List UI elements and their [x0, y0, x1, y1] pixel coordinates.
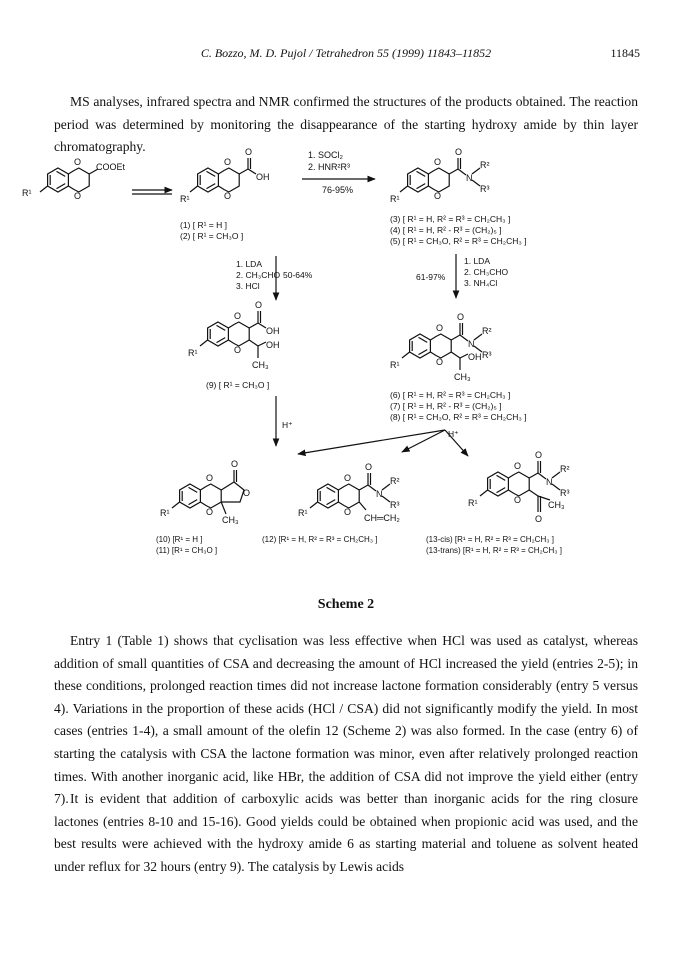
- r2-label: R²: [480, 160, 490, 170]
- acid-structure: [180, 147, 270, 204]
- compound-4: (4) [ R¹ = H, R² - R³ = (CH₂)₅ ]: [390, 225, 502, 235]
- right-yield: 61-97%: [416, 272, 446, 282]
- ring-oxygen-2: O: [234, 345, 242, 355]
- ring-oxygen-1: O: [206, 473, 214, 483]
- r2-label: R²: [390, 476, 400, 486]
- left-yield: 50-64%: [283, 270, 313, 280]
- compound-12: (12) [R¹ = H, R² = R³ = CH₂CH₃ ]: [262, 535, 378, 544]
- lactone-oxygen: O: [243, 488, 251, 498]
- vinyl-label: CH═CH₂: [364, 513, 400, 523]
- ring-oxygen-1: O: [74, 157, 82, 167]
- r1-label: R¹: [180, 194, 190, 204]
- ring-oxygen-2: O: [206, 507, 214, 517]
- ketone-o: O: [535, 514, 543, 524]
- compound-1: (1) [ R¹ = H ]: [180, 220, 227, 230]
- compound-11: (11) [R¹ = CH₃O ]: [156, 546, 218, 555]
- ring-oxygen-2: O: [436, 357, 444, 367]
- intro-paragraph: [54, 91, 638, 159]
- r1-label: R¹: [22, 188, 32, 198]
- compound-3: (3) [ R¹ = H, R² = R³ = CH₂CH₃ ]: [390, 214, 511, 224]
- compound-6: (6) [ R¹ = H, R² = R³ = CH₂CH₃ ]: [390, 390, 511, 400]
- intro-text: MS analyses, infrared spectra and NMR confirmed the structures of the products obtained. The reaction period was determined by monitoring the disappearance of the starting hydroxy amide by thin layer chromatography.: [54, 94, 638, 155]
- r3-label: R³: [482, 350, 492, 360]
- right-step-2: 2. CH₃CHO: [464, 267, 509, 277]
- ring-oxygen-2: O: [514, 495, 522, 505]
- reaction-arrow-6: [298, 430, 445, 454]
- ester-structure: [22, 157, 126, 201]
- amide-structure: [390, 147, 490, 204]
- methyl-label: CH₃: [548, 500, 565, 510]
- step1-reagent-2: 2. HNR²R³: [308, 162, 350, 172]
- r1-label: R¹: [298, 508, 308, 518]
- compound-5: (5) [ R¹ = CH₃O, R² = R³ = CH₂CH₃ ]: [390, 236, 527, 246]
- compound-7: (7) [ R¹ = H, R² - R³ = (CH₂)₅ ]: [390, 401, 502, 411]
- step1-reagent-1: 1. SOCl₂: [308, 150, 344, 160]
- body-paragraph-1: [54, 630, 638, 811]
- left-step-2: 2. CH₃CHO: [236, 270, 281, 280]
- amide-n: N: [376, 489, 383, 499]
- scheme-caption: Scheme 2: [317, 597, 375, 612]
- r2-label: R²: [560, 464, 570, 474]
- methyl-label: CH₃: [454, 372, 471, 382]
- carbonyl-o: O: [255, 300, 263, 310]
- carbonyl-o: O: [245, 147, 253, 157]
- alcohol-oh: OH: [468, 352, 482, 362]
- journal-citation: C. Bozzo, M. D. Pujol / Tetrahedron 55 (1999) 11843–11852: [200, 46, 492, 60]
- body-text-1: Entry 1 (Table 1) shows that cyclisation was less effective when HCl was used as catalyst, whereas addition of small quantities of CSA and decreasing the amount of HCl increased the yield (entries 2-5); in these conditions, prolonged reaction times did not increase lactone formation considerably (entry 5 versus 4). Variations in the proportion of these acids (HCl / CSA) did not significantly modify the yield. In most cases (entries 1-4), a small amount of the olefin 12 (Scheme 2) was also formed. In the case (entry 6) of starting the catalysis with CSA the lactone formation was minor, even after relatively prolonged reaction times. With another inorganic acid, like HBr, the addition of CSA did not improve the yield either (entry 7).: [54, 633, 638, 807]
- carbonyl-o: O: [535, 450, 543, 460]
- acid-oh: OH: [256, 172, 270, 182]
- page-number: 11845: [610, 46, 640, 60]
- carbonyl-o: O: [365, 462, 373, 472]
- body-paragraph-2: [54, 788, 638, 878]
- reaction-scheme: [22, 147, 652, 590]
- methyl-label: CH₃: [252, 360, 269, 370]
- left-step-3: 3. HCl: [236, 281, 260, 291]
- ring-oxygen-2: O: [344, 507, 352, 517]
- compound-9: (9) [ R¹ = CH₃O ]: [206, 380, 270, 390]
- compound-10: (10) [R¹ = H ]: [156, 535, 203, 544]
- r1-label: R¹: [390, 360, 400, 370]
- carbonyl-o: O: [457, 312, 465, 322]
- amide-n: N: [468, 339, 475, 349]
- ring-oxygen-1: O: [344, 473, 352, 483]
- ring-oxygen-1: O: [224, 157, 232, 167]
- r3-label: R³: [390, 500, 400, 510]
- r1-label: R¹: [468, 498, 478, 508]
- compound-13-trans: (13-trans) [R¹ = H, R² = R³ = CH₂CH₃ ]: [426, 546, 562, 555]
- olefin-structure: [298, 462, 400, 523]
- amide-n: N: [546, 477, 553, 487]
- r3-label: R³: [480, 184, 490, 194]
- ring-oxygen-2: O: [74, 191, 82, 201]
- right-step-3: 3. NH₄Cl: [464, 278, 498, 288]
- step1-yield: 76-95%: [322, 185, 354, 195]
- lactone-structure: [160, 459, 250, 525]
- carbonyl-o: O: [231, 459, 239, 469]
- methyl-label: CH₃: [222, 515, 239, 525]
- r1-label: R¹: [390, 194, 400, 204]
- right-step-1: 1. LDA: [464, 256, 490, 266]
- acid-oh: OH: [266, 326, 280, 336]
- h-plus-right: H⁺: [448, 429, 459, 439]
- compound-2: (2) [ R¹ = CH₃O ]: [180, 231, 244, 241]
- compound-13-cis: (13-cis) [R¹ = H, R² = R³ = CH₂CH₃ ]: [426, 535, 554, 544]
- r3-label: R³: [560, 488, 570, 498]
- r1-label: R¹: [160, 508, 170, 518]
- carbonyl-o: O: [455, 147, 463, 157]
- compound-8: (8) [ R¹ = CH₃O, R² = R³ = CH₂CH₃ ]: [390, 412, 527, 422]
- hydroxy-acid-structure: [188, 300, 280, 370]
- ring-oxygen-1: O: [234, 311, 242, 321]
- hydroxy-amide-structure: [390, 312, 492, 382]
- ring-oxygen-1: O: [436, 323, 444, 333]
- ester-label: COOEt: [96, 162, 126, 172]
- ring-oxygen-2: O: [434, 191, 442, 201]
- body-text-2: It is evident that addition of carboxylic acids was better than inorganic acids for the ring closure lactones (entries 8-10 and 15-16). Good yields could be obtained when propionic acid was used, and the best results were achieved with the hydroxy amide 6 as starting material and toluene as solvent heated under reflux for 32 hours (entry 9). The catalysis by Lewis acids: [54, 791, 638, 874]
- amide-n: N: [466, 173, 473, 183]
- alcohol-oh: OH: [266, 340, 280, 350]
- ring-oxygen-1: O: [434, 157, 442, 167]
- ketone-structure: [468, 450, 570, 524]
- r2-label: R²: [482, 326, 492, 336]
- ring-oxygen-2: O: [224, 191, 232, 201]
- ring-oxygen-1: O: [514, 461, 522, 471]
- h-plus-left: H⁺: [282, 420, 293, 430]
- r1-label: R¹: [188, 348, 198, 358]
- left-step-1: 1. LDA: [236, 259, 262, 269]
